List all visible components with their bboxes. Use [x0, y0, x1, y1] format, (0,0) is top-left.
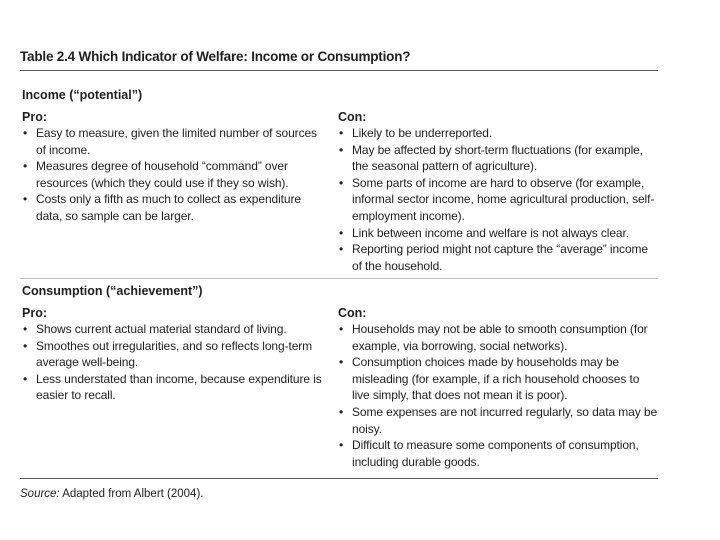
consumption-pro-list — [22, 321, 322, 404]
income-con-item: • Link between income and welfare is not always clear. — [338, 225, 660, 242]
table-title: Table 2.4 Which Indicator of Welfare: Income or Consumption? — [20, 49, 411, 64]
consumption-pro-item: • Shows current actual material standard of living. — [22, 321, 322, 338]
income-con-label: Con: — [338, 110, 367, 124]
income-con-item: • May be affected by short-term fluctuations (for example, the seasonal pattern of agriculture). — [338, 142, 660, 175]
consumption-con-list — [338, 321, 660, 470]
income-pro-item: • Easy to measure, given the limited number of sources of income. — [22, 125, 322, 158]
income-con-list — [338, 125, 660, 274]
source-note — [20, 488, 203, 500]
consumption-con-item: • Difficult to measure some components of consumption, including durable goods. — [338, 437, 660, 470]
income-pro-column — [22, 110, 322, 225]
consumption-pro-column — [22, 306, 322, 404]
income-pro-item: • Costs only a fifth as much to collect as expenditure data, so sample can be larger. — [22, 191, 322, 224]
section-divider — [20, 278, 658, 279]
income-heading: Income (“potential”) — [22, 88, 143, 102]
income-con-item: • Reporting period might not capture the “average” income of the household. — [338, 241, 660, 274]
consumption-heading: Consumption (“achievement”) — [22, 284, 203, 298]
consumption-con-column — [338, 306, 660, 470]
source-text: Adapted from Albert (2004). — [59, 488, 204, 500]
consumption-con-item: • Consumption choices made by households may be misleading (for example, if a rich household chooses to live simply, that does not mean it is poor). — [338, 354, 660, 404]
consumption-pro-item: • Less understated than income, because expenditure is easier to recall. — [22, 371, 322, 404]
consumption-pro-label: Pro: — [22, 306, 47, 320]
income-pro-label: Pro: — [22, 110, 47, 124]
consumption-con-item: • Households may not be able to smooth consumption (for example, via borrowing, social networks). — [338, 321, 660, 354]
income-con-item: • Some parts of income are hard to observe (for example, informal sector income, home agricultural production, self-employment income). — [338, 175, 660, 225]
consumption-con-label: Con: — [338, 306, 367, 320]
income-pro-list — [22, 125, 322, 225]
source-label: Source: — [20, 488, 60, 500]
consumption-section — [22, 284, 662, 469]
income-pro-item: • Measures degree of household “command” over resources (which they could use if they so wish). — [22, 158, 322, 191]
consumption-con-item: • Some expenses are not incurred regularly, so data may be noisy. — [338, 404, 660, 437]
income-section — [22, 88, 662, 273]
consumption-pro-item: • Smoothes out irregularities, and so reflects long-term average well-being. — [22, 338, 322, 371]
income-con-column — [338, 110, 660, 274]
top-rule — [20, 70, 658, 71]
bottom-rule — [20, 478, 658, 479]
income-con-item: • Likely to be underreported. — [338, 125, 660, 142]
